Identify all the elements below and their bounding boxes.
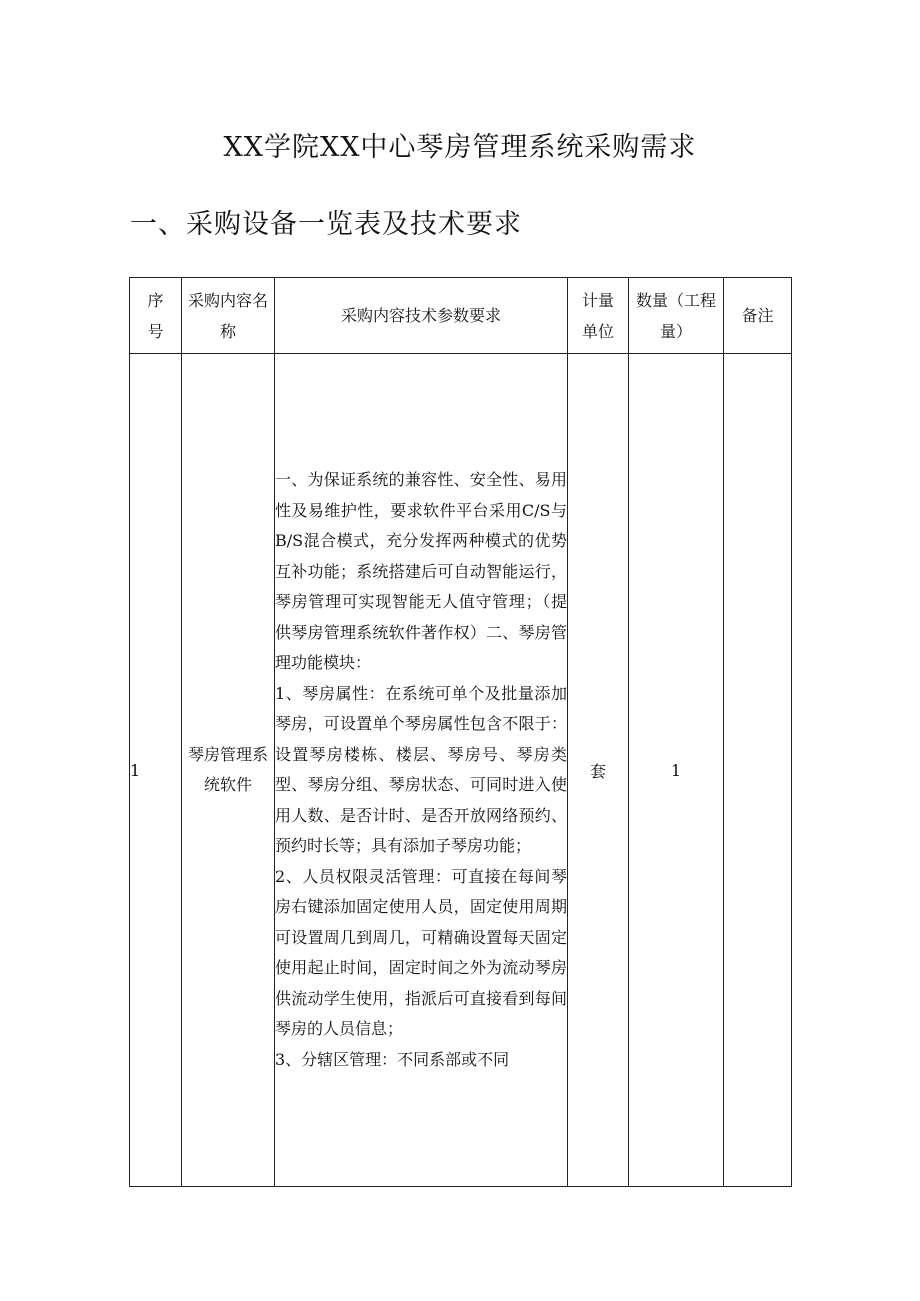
header-quantity: [629, 278, 724, 354]
header-index-label: 序号: [147, 290, 164, 341]
table-body: [130, 354, 792, 1187]
header-unit: [568, 278, 629, 354]
header-note: [724, 278, 792, 354]
cell-quantity: 1: [629, 354, 724, 1187]
cell-index: 1: [130, 354, 182, 1187]
header-unit-label: 计量单位: [581, 290, 614, 341]
header-quantity-label: 数量（工程量）: [635, 290, 716, 341]
table-header: [130, 278, 792, 354]
header-name-label: 采购内容名称: [187, 290, 268, 341]
header-index: [130, 278, 182, 354]
cell-note: [724, 354, 792, 1187]
cell-name: [182, 354, 275, 1187]
header-spec: [275, 278, 568, 354]
procurement-table: [129, 277, 792, 1187]
table-row: [130, 354, 792, 1187]
header-note-label: 备注: [741, 306, 774, 325]
cell-name-text: 琴房管理系统软件: [187, 745, 268, 794]
document-title: XX学院XX中心琴房管理系统采购需求: [223, 132, 697, 163]
cell-spec: 一、为保证系统的兼容性、安全性、易用性及易维护性，要求软件平台采用C/S与B/S混合模式，充分发挥两种模式的优势互补功能；系统搭建后可自动智能运行，琴房管理可实现智能无人值守管理；（提供琴房管理系统软件著作权）二、琴房管理功能模块： 1、琴房属性：在系统可单个及批量添加琴房，可设置单个琴房属性包含不限于：设置琴房楼栋、楼层、琴房号、琴房类型、琴房分组、琴房状态、可同时进入使用人数、是否计时、是否开放网络预约、预约时长等；具有添加子琴房功能； 2、人员权限灵活管理：可直接在每间琴房右键添加固定使用人员，固定使用周期可设置周几到周几，可精确设置每天固定使用起止时间，固定时间之外为流动琴房供流动学生使用，指派后可直接看到每间琴房的人员信息； 3、分辖区管理：不同系部或不同: [275, 354, 568, 1187]
header-spec-label: 采购内容技术参数要求: [340, 306, 501, 325]
header-row: [130, 278, 792, 354]
cell-unit: 套: [568, 354, 629, 1187]
header-name: [182, 278, 275, 354]
section-heading: 一、采购设备一览表及技术要求: [130, 209, 522, 240]
